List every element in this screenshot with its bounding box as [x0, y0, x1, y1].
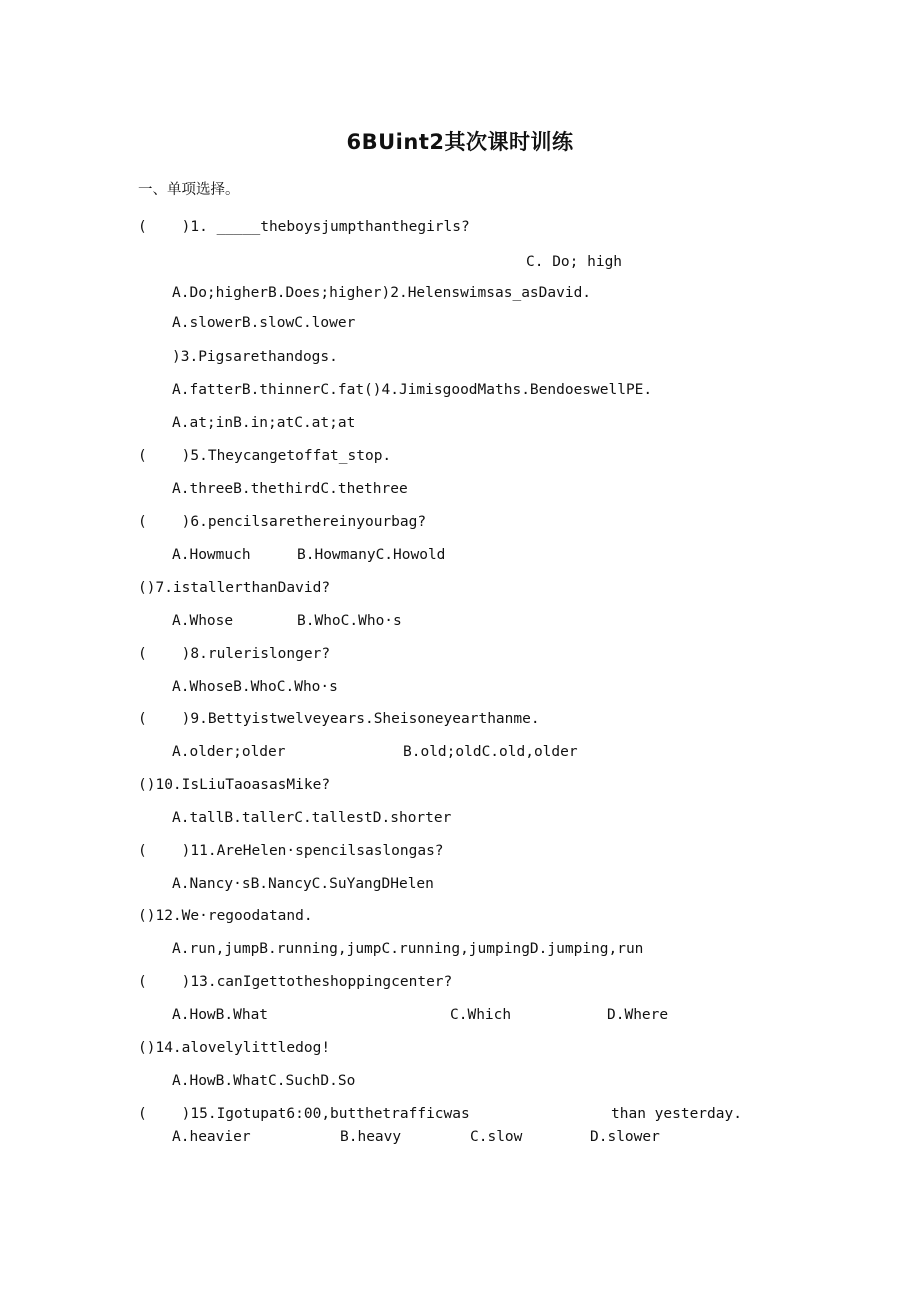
page-title: 6BUint2其次课时训练 [346, 130, 574, 154]
question-15-option-a: A.heavier [172, 1129, 251, 1145]
question-6-options-bc: B.HowmanyC.Howold [297, 547, 446, 563]
question-10: ()10.IsLiuTaoasasMike? [138, 777, 331, 793]
question-9: ( )9.Bettyistwelveyears.Sheisoneyearthanme. [138, 711, 540, 727]
question-5: ( )5.Theycangetoffat_stop. [138, 448, 392, 464]
question-12: ()12.We·regoodatand. [138, 908, 313, 924]
question-14-options: A.HowB.WhatC.SuchD.So [172, 1073, 356, 1089]
question-13-option-d: D.Where [607, 1007, 669, 1023]
question-14: ()14.alovelylittledog! [138, 1040, 331, 1056]
question-11: ( )11.AreHelen·spencilsaslongas? [138, 843, 444, 859]
question-5-options: A.threeB.thethirdC.thethree [172, 481, 408, 497]
question-13-option-c: C.Which [450, 1007, 512, 1023]
question-15-option-b: B.heavy [340, 1129, 402, 1145]
question-4-options: A.at;inB.in;atC.at;at [172, 415, 356, 431]
question-3-options-and-question-4: A.fatterB.thinnerC.fat()4.JimisgoodMaths.BendoeswellPE. [172, 382, 653, 398]
question-13: ( )13.canIgettotheshoppingcenter? [138, 974, 453, 990]
question-7-option-a: A.Whose [172, 613, 234, 629]
question-15-option-d: D.slower [590, 1129, 660, 1145]
question-13-options-ab: A.HowB.What [172, 1007, 269, 1023]
question-1: ( )1. _____theboysjumpthanthegirls? [138, 219, 470, 235]
question-9-option-a: A.older;older [172, 744, 286, 760]
question-6-option-a: A.Howmuch [172, 547, 251, 563]
question-15-continuation: than yesterday. [611, 1106, 742, 1122]
question-2-options: A.slowerB.slowC.lower [172, 315, 356, 331]
question-8-options: A.WhoseB.WhoC.Who·s [172, 679, 338, 695]
question-6: ( )6.pencilsarethereinyourbag? [138, 514, 427, 530]
question-1-options-and-question-2: A.Do;higherB.Does;higher)2.Helenswimsas_asDavid. [172, 285, 592, 301]
question-11-options: A.Nancy·sB.NancyC.SuYangDHelen [172, 876, 434, 892]
question-15-option-c: C.slow [470, 1129, 523, 1145]
question-15: ( )15.Igotupat6:00,butthetrafficwas [138, 1106, 470, 1122]
section-heading: 一、单项选择。 [138, 182, 240, 198]
question-9-options-bc: B.old;oldC.old,older [403, 744, 578, 760]
question-7: ()7.istallerthanDavid? [138, 580, 331, 596]
question-10-options: A.tallB.tallerC.tallestD.shorter [172, 810, 452, 826]
question-3: )3.Pigsarethandogs. [172, 349, 338, 365]
question-1-option-c: C. Do; high [526, 254, 623, 270]
question-12-options: A.run,jumpB.running,jumpC.running,jumpingD.jumping,run [172, 941, 644, 957]
question-7-options-bc: B.WhoC.Who·s [297, 613, 402, 629]
question-8: ( )8.rulerislonger? [138, 646, 331, 662]
